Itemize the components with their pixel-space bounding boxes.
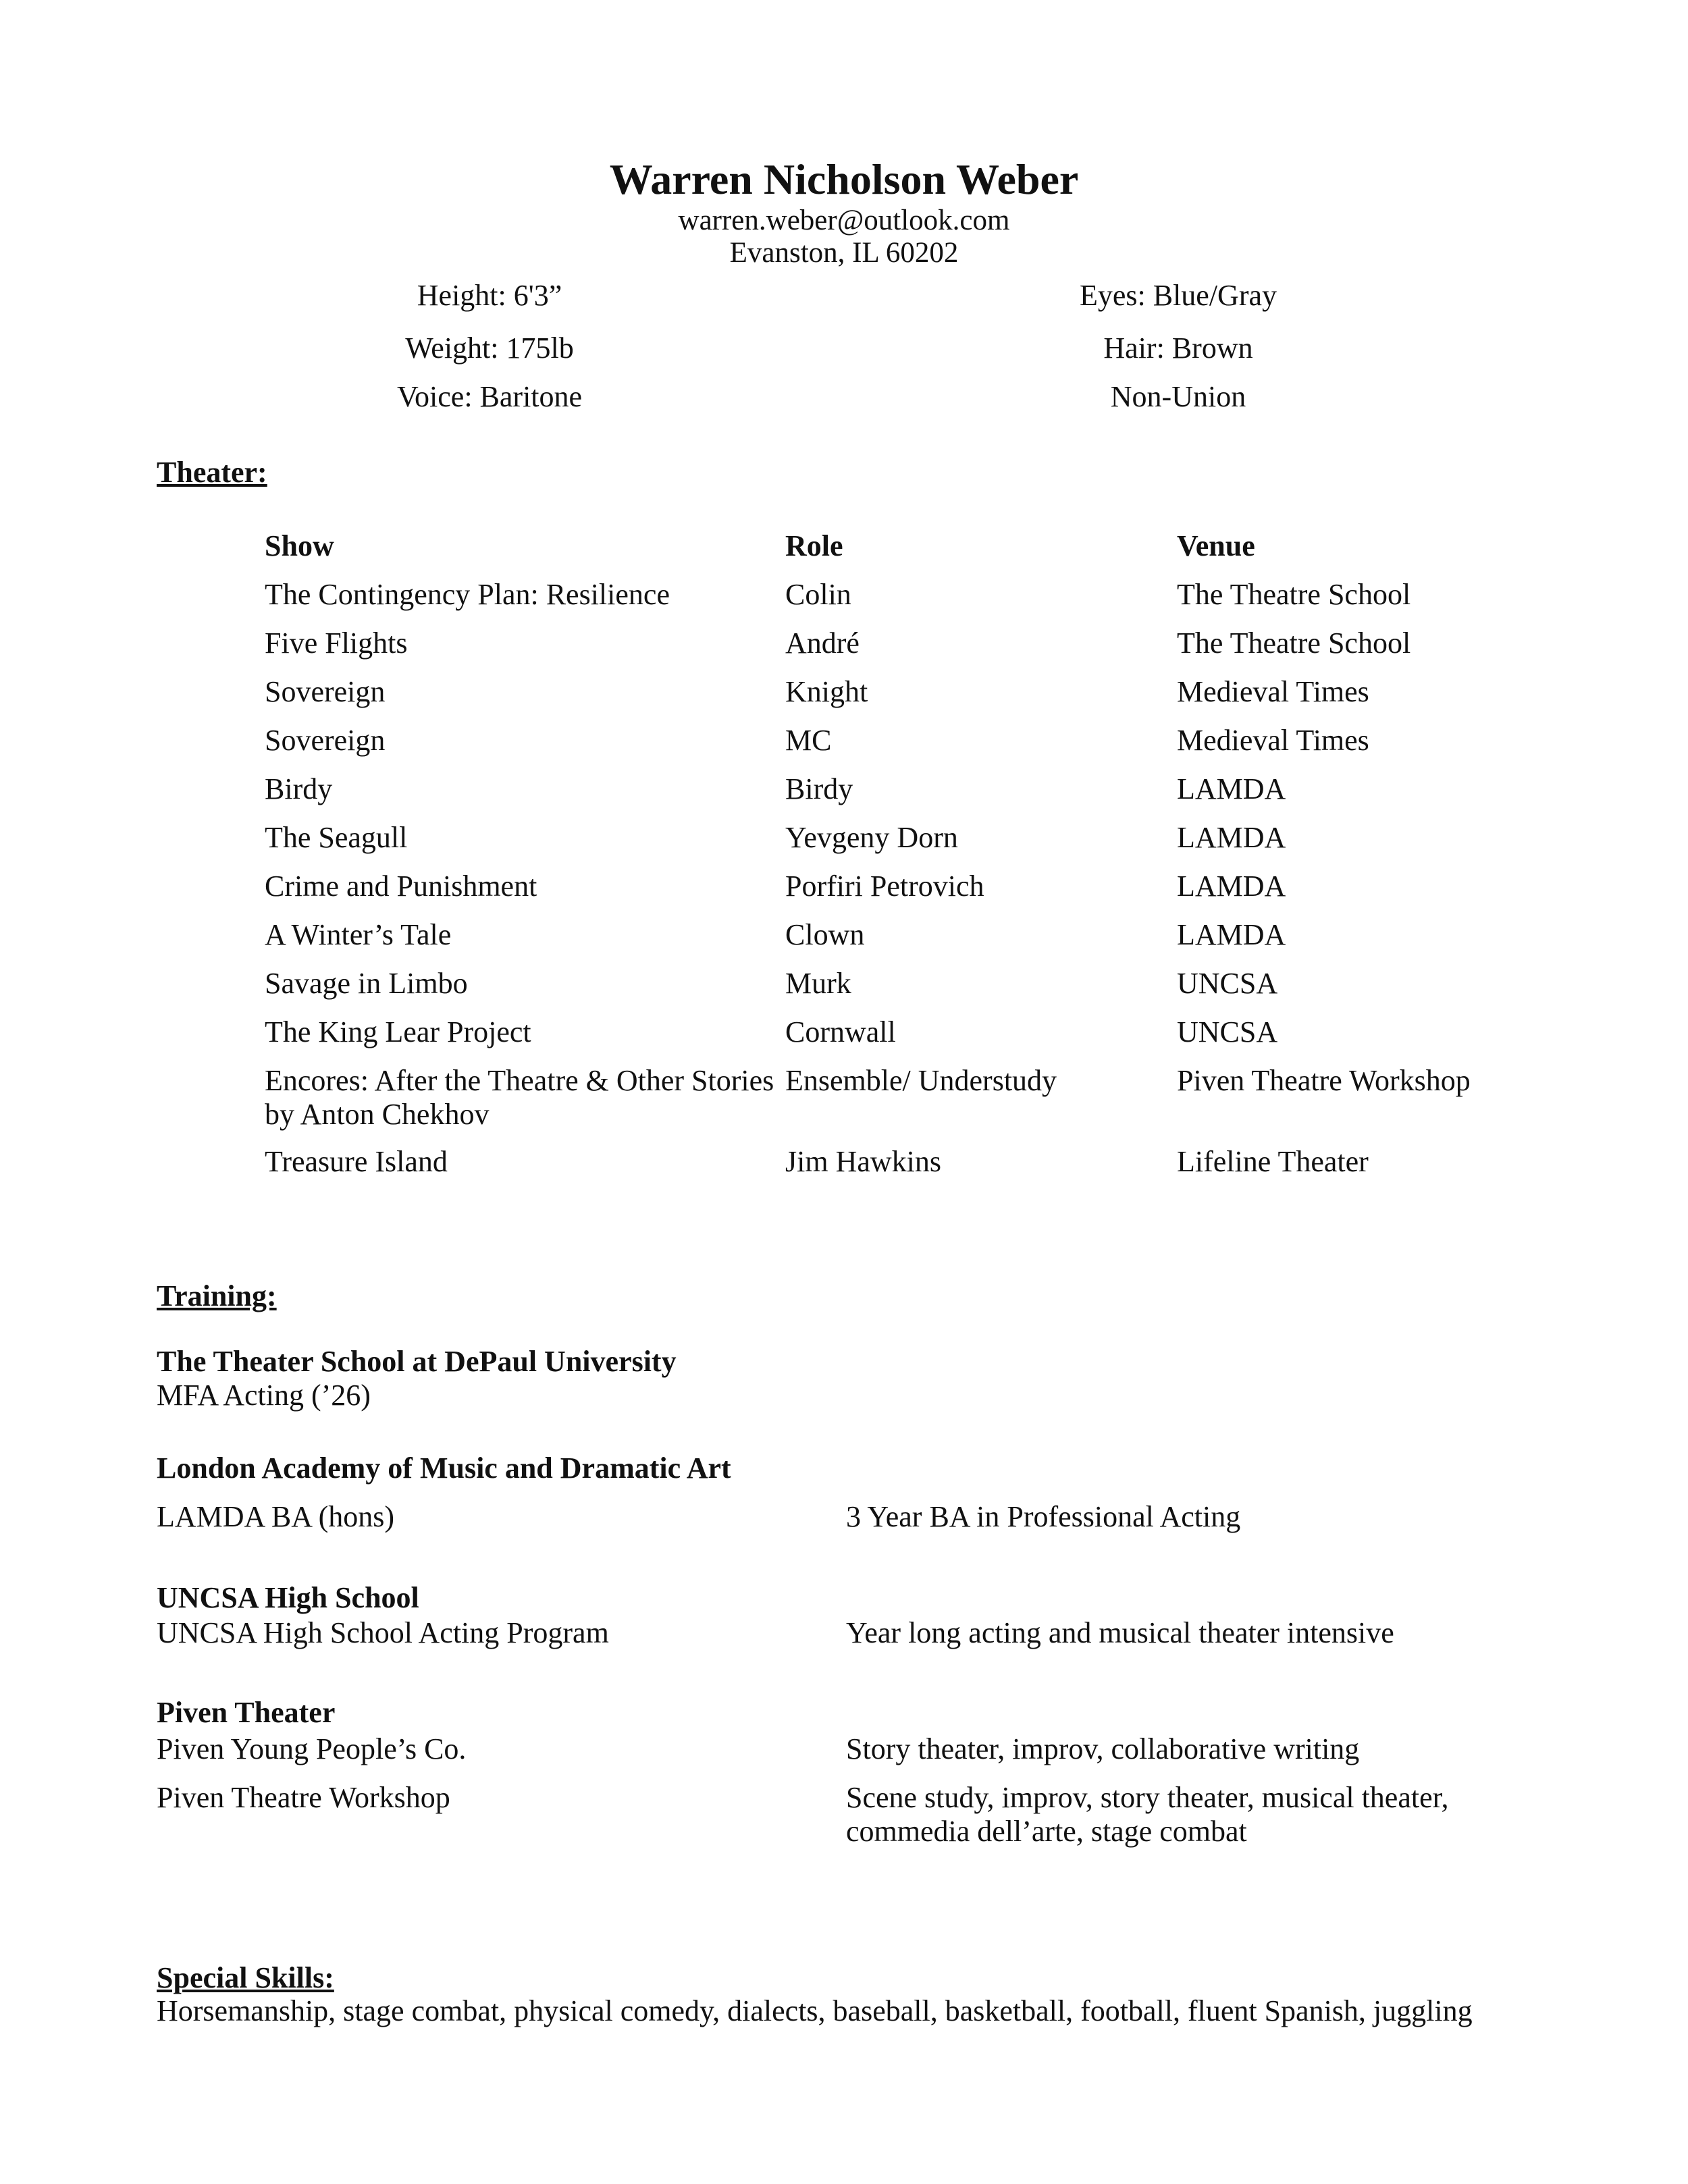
theater-col-role: Role <box>785 529 843 562</box>
training-detail-piven-workshop-continued: commedia dell’arte, stage combat <box>846 1815 1247 1848</box>
training-detail-lamda: 3 Year BA in Professional Acting <box>846 1500 1241 1533</box>
training-heading: Training: <box>157 1279 277 1312</box>
theater-venue: LAMDA <box>1177 821 1286 854</box>
theater-show: Five Flights <box>265 627 408 660</box>
theater-role: Porfiri Petrovich <box>785 870 984 903</box>
theater-venue: Medieval Times <box>1177 675 1369 708</box>
training-school-uncsa: UNCSA High School <box>157 1581 419 1614</box>
theater-show: Encores: After the Theatre & Other Stories <box>265 1064 774 1097</box>
theater-col-venue: Venue <box>1177 529 1255 562</box>
training-program-lamda: LAMDA BA (hons) <box>157 1500 395 1533</box>
theater-show: A Winter’s Tale <box>265 918 452 951</box>
theater-show: Sovereign <box>265 724 386 757</box>
theater-role: Murk <box>785 967 851 1000</box>
theater-venue: Lifeline Theater <box>1177 1145 1369 1178</box>
theater-role: André <box>785 627 860 660</box>
training-school-piven: Piven Theater <box>157 1696 336 1729</box>
theater-show: Birdy <box>265 772 333 805</box>
theater-show-continued: by Anton Chekhov <box>265 1098 490 1131</box>
stat-weight: Weight: 175lb <box>405 331 574 365</box>
theater-show: Savage in Limbo <box>265 967 468 1000</box>
theater-venue: LAMDA <box>1177 870 1286 903</box>
stat-hair: Hair: Brown <box>1103 331 1253 365</box>
theater-role: MC <box>785 724 832 757</box>
training-program-piven-young: Piven Young People’s Co. <box>157 1732 467 1765</box>
theater-venue: UNCSA <box>1177 1015 1278 1048</box>
resume-name: Warren Nicholson Weber <box>609 155 1079 203</box>
training-program-uncsa: UNCSA High School Acting Program <box>157 1616 609 1649</box>
stat-eyes: Eyes: Blue/Gray <box>1079 279 1277 312</box>
training-detail-uncsa: Year long acting and musical theater intensive <box>846 1616 1394 1649</box>
theater-heading: Theater: <box>157 456 267 489</box>
theater-role: Colin <box>785 578 851 611</box>
theater-show: The Contingency Plan: Resilience <box>265 578 670 611</box>
theater-show: The Seagull <box>265 821 408 854</box>
skills-list: Horsemanship, stage combat, physical comedy, dialects, baseball, basketball, football, fluent Spanish, juggling <box>157 1994 1473 2027</box>
training-program-depaul: MFA Acting (’26) <box>157 1379 371 1412</box>
theater-show: Crime and Punishment <box>265 870 537 903</box>
theater-venue: Medieval Times <box>1177 724 1369 757</box>
stat-union: Non-Union <box>1110 380 1246 413</box>
theater-venue: UNCSA <box>1177 967 1278 1000</box>
skills-heading: Special Skills: <box>157 1961 334 1994</box>
theater-venue: Piven Theatre Workshop <box>1177 1064 1471 1097</box>
theater-show: Treasure Island <box>265 1145 448 1178</box>
theater-venue: The Theatre School <box>1177 578 1411 611</box>
contact-location: Evanston, IL 60202 <box>729 237 959 269</box>
training-detail-piven-workshop: Scene study, improv, story theater, musical theater, <box>846 1781 1449 1814</box>
theater-role: Cornwall <box>785 1015 896 1048</box>
theater-col-show: Show <box>265 529 334 562</box>
theater-role: Birdy <box>785 772 853 805</box>
training-school-depaul: The Theater School at DePaul University <box>157 1345 677 1378</box>
training-detail-piven-young: Story theater, improv, collaborative writing <box>846 1732 1360 1765</box>
stat-height: Height: 6'3” <box>417 279 562 312</box>
stat-voice: Voice: Baritone <box>396 380 583 413</box>
theater-role: Clown <box>785 918 865 951</box>
theater-role: Yevgeny Dorn <box>785 821 958 854</box>
theater-role: Jim Hawkins <box>785 1145 941 1178</box>
theater-venue: LAMDA <box>1177 918 1286 951</box>
theater-role: Knight <box>785 675 868 708</box>
theater-show: The King Lear Project <box>265 1015 531 1048</box>
contact-email: warren.weber@outlook.com <box>678 205 1010 236</box>
theater-venue: LAMDA <box>1177 772 1286 805</box>
theater-role: Ensemble/ Understudy <box>785 1064 1057 1097</box>
theater-show: Sovereign <box>265 675 386 708</box>
training-program-piven-workshop: Piven Theatre Workshop <box>157 1781 450 1814</box>
theater-venue: The Theatre School <box>1177 627 1411 660</box>
training-school-lamda: London Academy of Music and Dramatic Art <box>157 1451 731 1485</box>
